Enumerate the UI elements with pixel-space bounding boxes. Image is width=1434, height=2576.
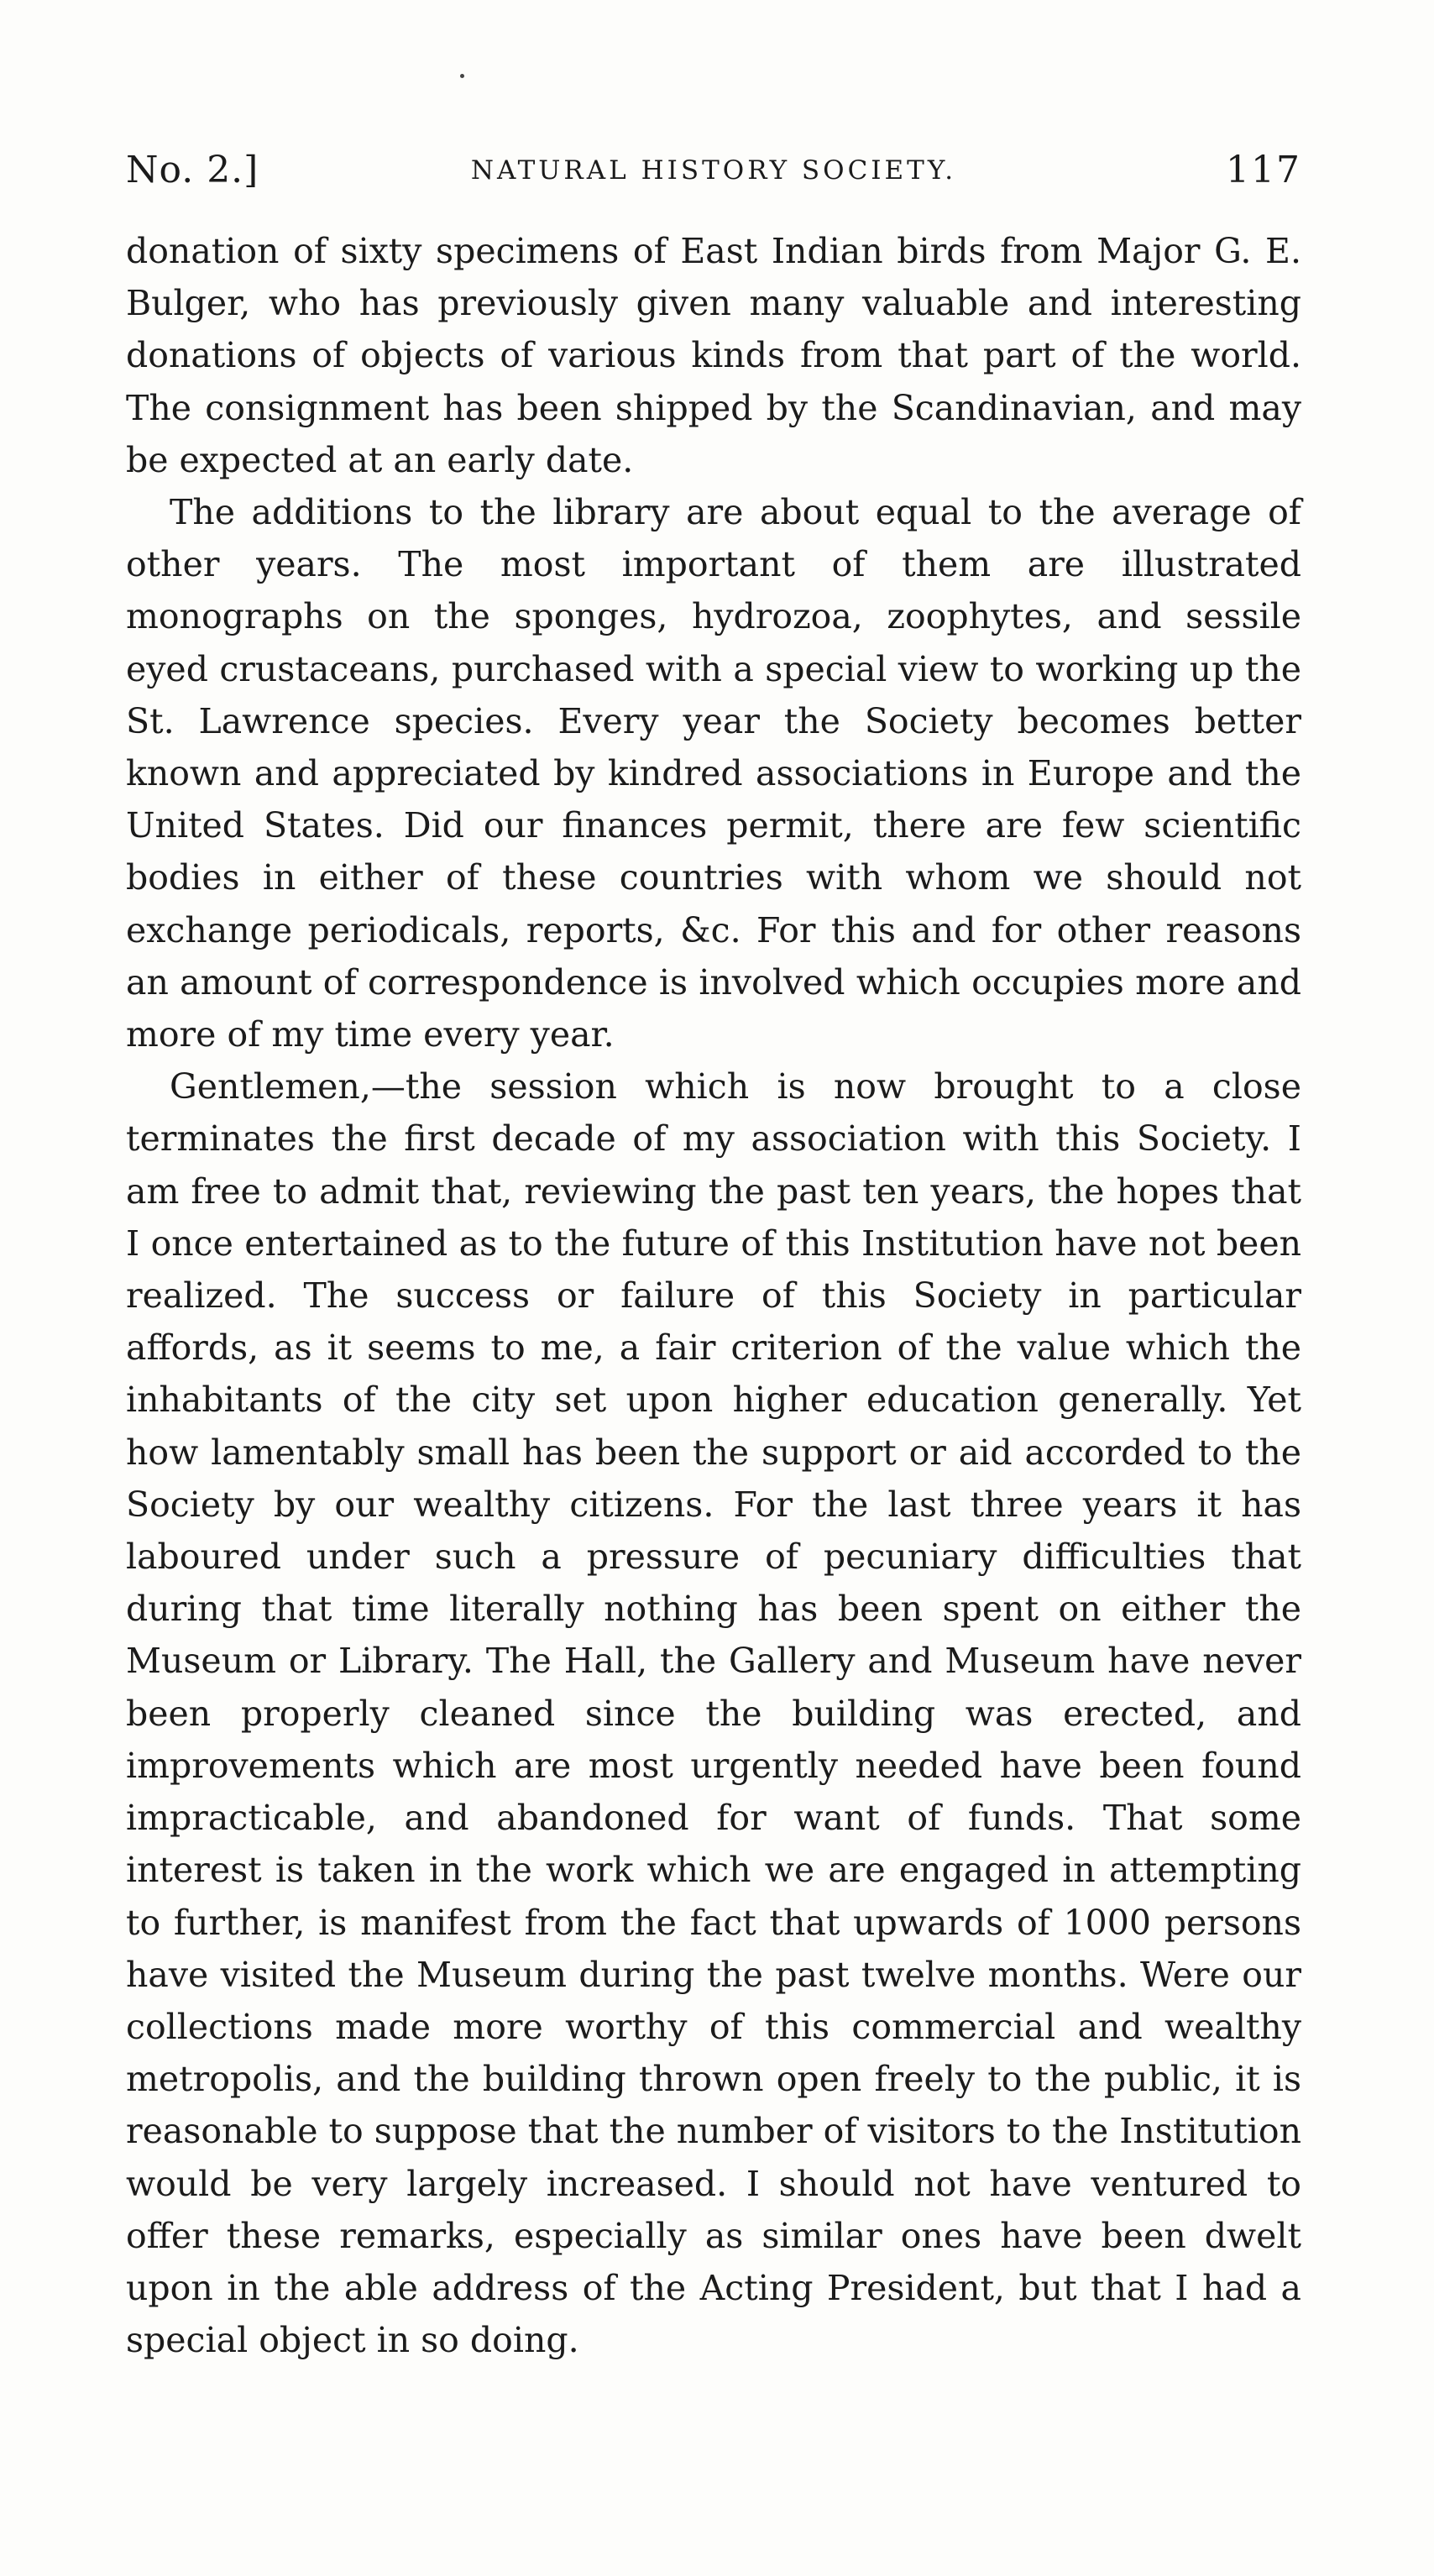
running-head: [126, 141, 1301, 200]
page-number: 117: [1226, 149, 1301, 191]
paragraph-library-additions: The additions to the library are about equal to the average of other years. The most important of them are illustrated monographs on the sponges, hydrozoa, zoophytes, and sessile eyed crustaceans, purchased with a special view to working up the St. Lawrence species. Every year the Society becomes better known and appreciated by kindred associations in Europe and the United States. Did our finances permit, there are few scientific bodies in either of these countries with whom we should not exchange periodicals, reports, &c. For this and for other reasons an amount of correspondence is involved which occupies more and more of my time every year.: [126, 492, 1301, 1055]
journal-section-title: NATURAL HISTORY SOCIETY.: [470, 155, 957, 186]
issue-number: No. 2.]: [126, 149, 259, 191]
body-text: [126, 225, 1301, 2366]
paragraph-session-address: Gentlemen,—the session which is now brought to a close terminates the first decade of my association with this Society. I am free to admit that, reviewing the past ten years, the hopes that I once entertained as to the future of this Institution have not been realized. The success or failure of this Society in particular affords, as it seems to me, a fair criterion of the value which the inhabitants of the city set upon higher education generally. Yet how lamentably small has been the support or aid accorded to the Society by our wealthy citizens. For the last three years it has laboured under such a pressure of pecuniary difficulties that during that time literally nothing has been spent on either the Museum or Library. The Hall, the Gallery and Museum have never been properly cleaned since the building was erected, and improvements which are most urgently needed have been found impracticable, and abandoned for want of funds. That some interest is taken in the work which we are engaged in attempting to further, is manifest from the fact that upwards of 1000 persons have visited the Museum during the past twelve months. Were our collections made more worthy of this commercial and wealthy metropolis, and the building thrown open freely to the public, it is reasonable to suppose that the number of visitors to the Institution would be very largely increased. I should not have ventured to offer these remarks, especially as similar ones have been dwelt upon in the able address of the Acting President, but that I had a special object in so doing.: [126, 1066, 1301, 2361]
page: [126, 141, 1301, 2366]
paragraph-continued: donation of sixty specimens of East Indian birds from Major G. E. Bulger, who has previously given many valuable and interesting donations of objects of various kinds from that part of the world. The consignment has been shipped by the Scandinavian, and may be expected at an early date.: [126, 231, 1301, 480]
print-speck: [460, 74, 464, 78]
